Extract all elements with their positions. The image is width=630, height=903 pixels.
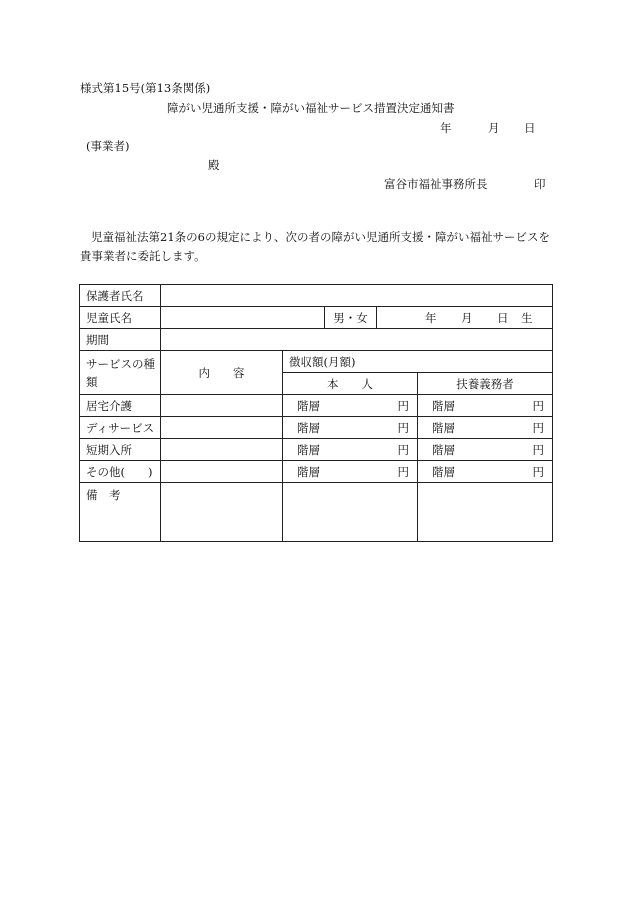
remarks-supporter-field[interactable] [418,483,553,542]
issuer-name: 富谷市福祉事務所長 [384,177,488,191]
tier-label: 階層 [432,398,455,413]
content-cell[interactable] [161,439,283,461]
fee-header: 徴収額(月額) [283,351,553,373]
yen-label: 円 [397,442,409,457]
supporter-header: 扶養義務者 [418,373,553,395]
supporter-fee-cell[interactable] [418,439,553,461]
birth-suffix: 生 [521,310,533,325]
self-fee-cell[interactable] [283,417,418,439]
tier-label: 階層 [297,420,320,435]
tier-label: 階層 [432,420,455,435]
date-month: 月 [488,121,500,135]
table-row [80,461,553,483]
guardian-row [80,285,553,307]
guardian-name-label: 保護者氏名 [80,285,161,307]
date-day: 日 [524,121,536,135]
content-header: 内 容 [161,351,283,395]
child-name-label: 児童氏名 [80,307,161,329]
service-table [79,284,553,542]
self-header: 本 人 [283,373,418,395]
guardian-name-field[interactable] [161,285,553,307]
period-row [80,329,553,351]
birthdate-field[interactable] [377,307,553,329]
supporter-fee-cell[interactable] [418,395,553,417]
child-name-field[interactable] [161,307,325,329]
issue-date [440,120,536,136]
gender-field[interactable]: 男・女 [325,307,377,329]
service-other: その他( ) [80,461,161,483]
remarks-content-field[interactable] [161,483,283,542]
child-row [80,307,553,329]
remarks-label: 備 考 [80,483,161,542]
tier-label: 階層 [297,442,320,457]
table-row [80,417,553,439]
tier-label: 階層 [432,464,455,479]
table-row [80,395,553,417]
supporter-fee-cell[interactable] [418,417,553,439]
content-cell[interactable] [161,417,283,439]
yen-label: 円 [532,464,545,479]
yen-label: 円 [532,420,545,435]
recipient-label: (事業者) [86,139,130,153]
date-year: 年 [440,121,452,135]
yen-label: 円 [397,398,409,413]
content-cell[interactable] [161,461,283,483]
content-cell[interactable] [161,395,283,417]
document-title: 障がい児通所支援・障がい福祉サービス措置決定通知書 [167,101,455,115]
period-field[interactable] [161,329,553,351]
self-fee-cell[interactable] [283,461,418,483]
self-fee-cell[interactable] [283,395,418,417]
service-short-stay: 短期入所 [80,439,161,461]
tier-label: 階層 [297,464,320,479]
service-day-service: ディサービス [80,417,161,439]
seal-mark: 印 [534,177,546,191]
tier-label: 階層 [297,398,320,413]
form-number: 様式第15号(第13条関係) [80,81,211,95]
yen-label: 円 [532,442,545,457]
remarks-row [80,483,553,542]
header-row [80,351,553,373]
birth-month: 月 [461,310,473,325]
table-row [80,439,553,461]
service-type-header: サービスの種類 [80,351,161,395]
honorific-dono: 殿 [208,158,220,172]
supporter-fee-cell[interactable] [418,461,553,483]
body-text: 児童福祉法第21条の6の規定により、次の者の障がい児通所支援・障がい福祉サービスを貴事業者に委託します。 [80,230,550,263]
period-label: 期間 [80,329,161,351]
yen-label: 円 [397,464,409,479]
remarks-self-field[interactable] [283,483,418,542]
yen-label: 円 [532,398,545,413]
yen-label: 円 [397,420,409,435]
birth-day: 日 [497,310,509,325]
tier-label: 階層 [432,442,455,457]
self-fee-cell[interactable] [283,439,418,461]
service-home-care: 居宅介護 [80,395,161,417]
birth-year: 年 [425,310,437,325]
